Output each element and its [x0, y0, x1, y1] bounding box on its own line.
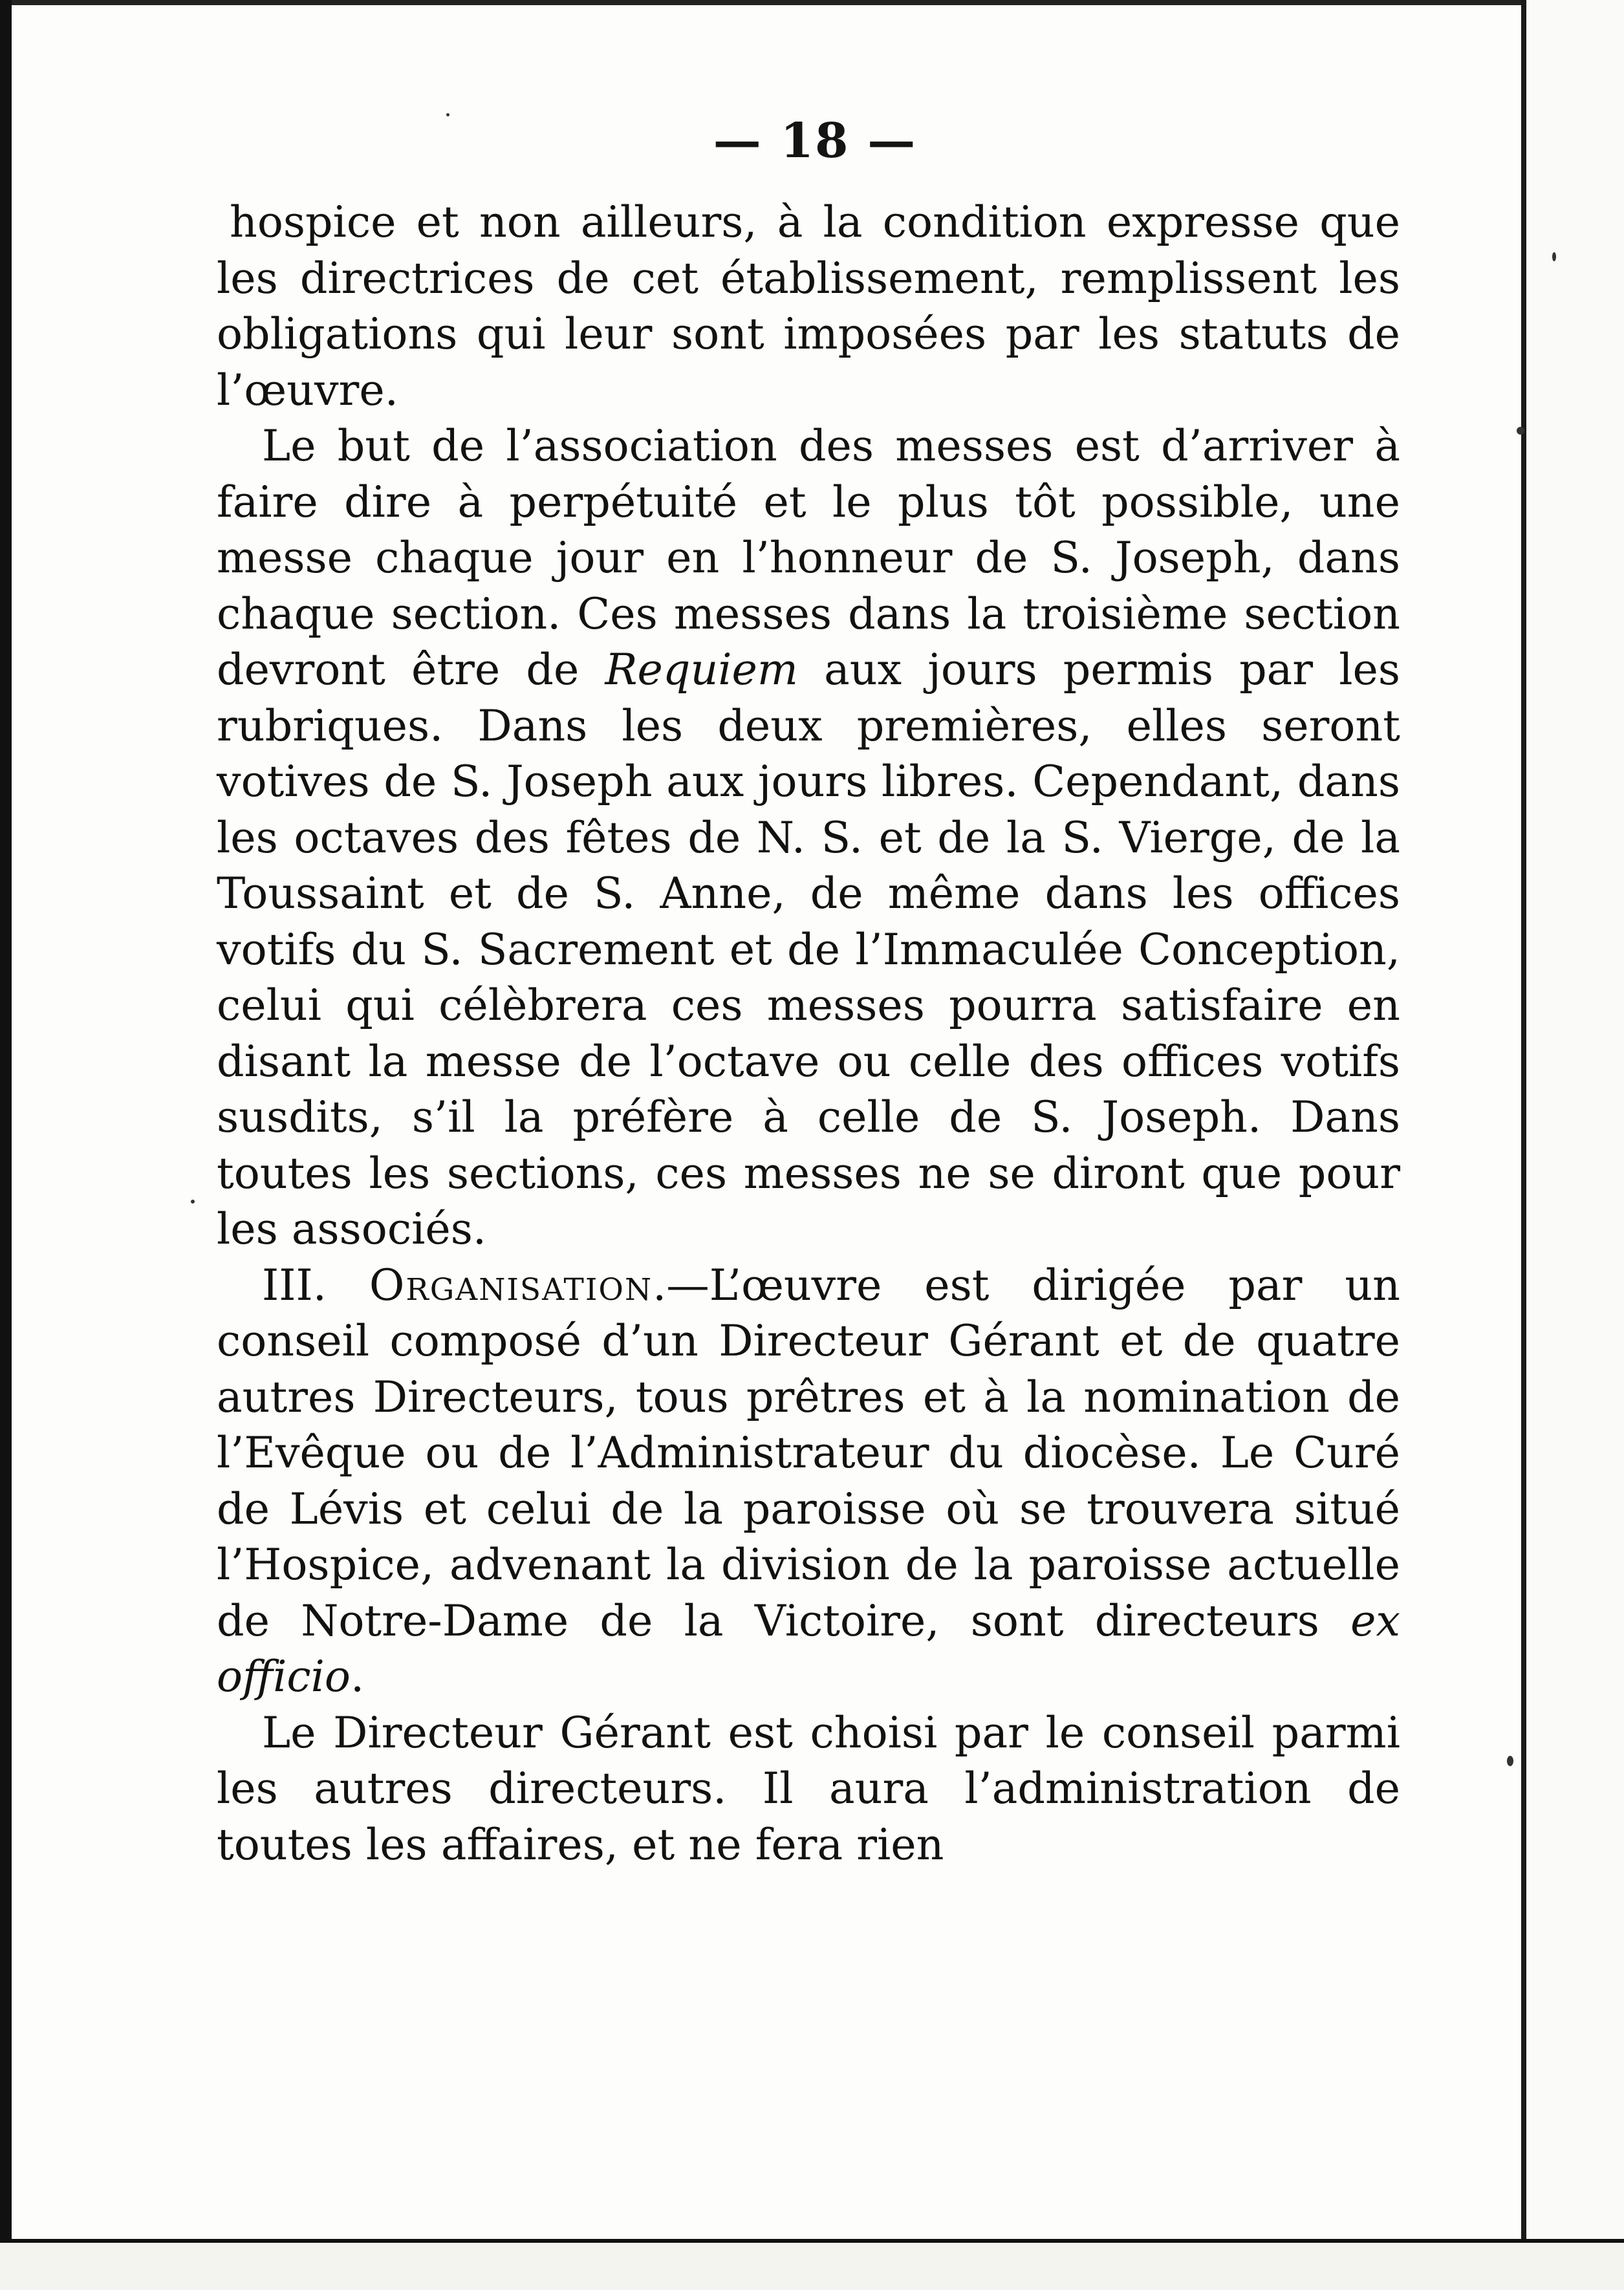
paragraph-2-text-b: aux jours permis par les rubriques. Dans les deux premières, elles seront votives de S. Joseph aux jours libres. Cependant, dans les octaves des fêtes de N. S. et de la S. Vierge, de la Toussaint et de S. Anne, de même dans les offices votifs du S. Sacrement et de l’Immaculée Conception, celui qui célèbrera ces messes pourra satisfaire en disant la messe de l’octave ou celle des offices votifs susdits, s’il la préfère à celle de S. Joseph. Dans toutes les sections, ces messes ne se diront que pour les associés.: [217, 644, 1400, 1254]
scan-speck: [191, 1200, 195, 1204]
paragraph-4: [217, 1705, 1400, 1873]
scan-speck: [1552, 252, 1556, 261]
body-text: [217, 194, 1400, 1872]
scan-speck: [1517, 427, 1524, 435]
paragraph-3-italic-ex-officio: ex officio: [217, 1595, 1400, 1701]
paragraph-3-text: .—L’œuvre est dirigée par un conseil composé d’un Directeur Gérant et de quatre autres Directeurs, tous prêtres et à la nomination de l’Evêque ou de l’Administrateur du diocèse. Le Curé de Lévis et celui de la paroisse où se trouvera situé l’Hospice, advenant la division de la paroisse actuelle de Notre-Dame de la Victoire, sont directeurs: [217, 1259, 1400, 1646]
paragraph-3-period: .: [350, 1651, 365, 1701]
scan-speck: [446, 113, 449, 116]
section-heading-organisation: Organisation: [369, 1259, 653, 1310]
paragraph-3: [217, 1257, 1400, 1705]
scan-right-margin: [1526, 0, 1624, 2244]
paragraph-2-text-a: Le but de l’association des messes est d’arriver à faire dire à perpétuité et le plus tôt possible, une messe chaque jour en l’honneur de S. Joseph, dans chaque section. Ces messes dans la troisième section devront être de: [217, 420, 1400, 695]
page-number: — 18 —: [713, 113, 917, 169]
paragraph-2-italic-requiem: Requiem: [605, 644, 798, 695]
scan-bottom-edge: [0, 2239, 1624, 2290]
scan-speck: [1507, 1756, 1513, 1766]
paragraph-4-text: Le Directeur Gérant est choisi par le conseil parmi les autres directeurs. Il aura l’administration de toutes les affaires, et ne fera rien: [217, 1707, 1400, 1870]
scan-left-edge: [0, 0, 12, 2286]
paragraph-2: [217, 418, 1400, 1257]
scan-top-edge: [0, 0, 1624, 5]
paragraph-1: [217, 194, 1400, 418]
paragraph-1-text: hospice et non ailleurs, à la condition expresse que les directrices de cet établissement, remplissent les obligations qui leur sont imposées par les statuts de l’œuvre.: [217, 197, 1400, 415]
paragraph-3-numeral: III.: [262, 1259, 369, 1310]
page-right-edge: [1521, 0, 1526, 2244]
